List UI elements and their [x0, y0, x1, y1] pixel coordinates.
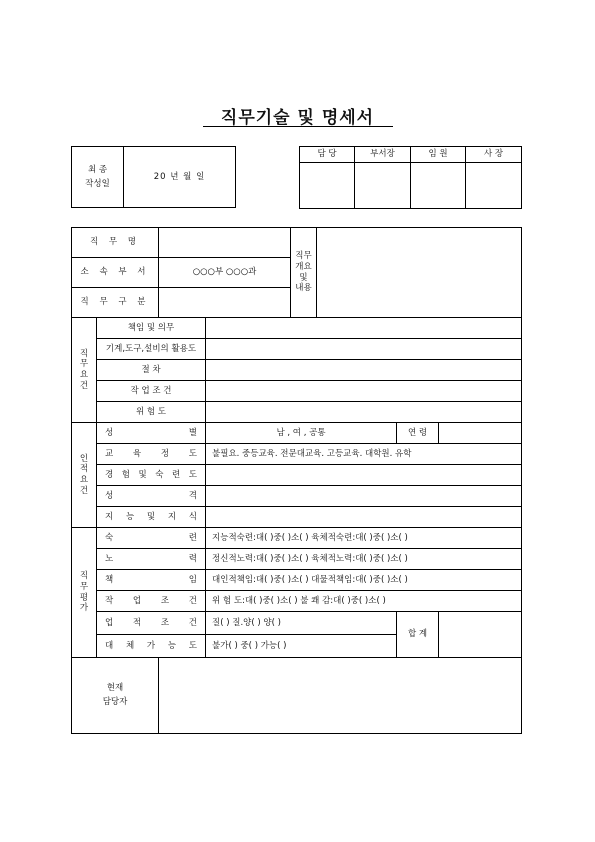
total-field[interactable] [439, 612, 522, 658]
risk-field[interactable] [206, 402, 522, 423]
work-conditions-label: 작 업 조 건 [97, 381, 206, 402]
replaceability-label: 대 체 가 능 도 [97, 635, 206, 658]
equipment-usage-field[interactable] [206, 339, 522, 360]
date-box [71, 146, 236, 208]
overview-field[interactable] [317, 228, 522, 318]
approval-header-president: 사 장 [466, 147, 522, 163]
procedure-field[interactable] [206, 360, 522, 381]
approval-header-staff: 담 당 [300, 147, 355, 163]
approval-sign-dept-head[interactable] [355, 163, 411, 209]
education-label: 교 육 정 도 [97, 444, 206, 465]
effort-field[interactable]: 정신적노력:대( )중( )소( ) 육체적노력:대( )중( )소( ) [206, 549, 522, 570]
knowledge-label: 지 능 및 지 식 [97, 507, 206, 528]
responsibility-eval-field[interactable]: 대인적책임:대( )중( )소( ) 대물적책임:대( )중( )소( ) [206, 570, 522, 591]
work-conditions-field[interactable] [206, 381, 522, 402]
job-type-field[interactable] [159, 288, 291, 318]
approval-header-dept-head: 부서장 [355, 147, 411, 163]
approval-sign-executive[interactable] [411, 163, 466, 209]
current-holder-field[interactable] [159, 658, 522, 734]
age-label: 연 령 [397, 423, 439, 444]
requirements-group-label: 직 무 요 건 [72, 318, 97, 423]
age-field[interactable] [439, 423, 522, 444]
performance-field[interactable]: 질( ) 질.양( ) 양( ) [206, 612, 397, 635]
responsibility-label: 책임 및 의무 [97, 318, 206, 339]
title-underline [203, 126, 393, 127]
education-field[interactable]: 불필요. 중등교육. 전문대교육. 고등교육. 대학원. 유학 [206, 444, 522, 465]
responsibility-eval-label: 책 임 [97, 570, 206, 591]
department-field[interactable]: ○○○부 ○○○과 [159, 258, 291, 288]
total-label: 합 계 [397, 612, 439, 658]
approval-header-executive: 임 원 [411, 147, 466, 163]
work-conditions-eval-field[interactable]: 위 험 도:대( )중( )소( ) 불 쾌 감:대( )중( )소( ) [206, 591, 522, 612]
approval-sign-staff[interactable] [300, 163, 355, 209]
risk-label: 위 험 도 [97, 402, 206, 423]
responsibility-field[interactable] [206, 318, 522, 339]
personal-group-label: 인 적 요 건 [72, 423, 97, 528]
gender-label: 성 별 [97, 423, 206, 444]
job-name-label: 직 무 명 [72, 228, 159, 258]
character-label: 성 격 [97, 486, 206, 507]
equipment-usage-label: 기계,도구,설비의 활용도 [97, 339, 206, 360]
replaceability-field[interactable]: 불가( ) 중( ) 가능( ) [206, 635, 397, 658]
approval-sign-president[interactable] [466, 163, 522, 209]
job-description-table [71, 227, 522, 734]
document-title: 직무기술 및 명세서 [220, 108, 375, 128]
performance-label: 업 적 조 건 [97, 612, 206, 635]
approval-table [299, 146, 522, 209]
current-holder-label: 현재 담당자 [72, 658, 159, 734]
written-date-field[interactable]: 20 년 월 일 [124, 147, 236, 208]
department-label: 소 속 부 서 [72, 258, 159, 288]
evaluation-group-label: 직 무 평 가 [72, 528, 97, 658]
job-name-field[interactable] [159, 228, 291, 258]
effort-label: 노 력 [97, 549, 206, 570]
skill-field[interactable]: 지능적숙련:대( )중( )소( ) 육체적숙련:대( )중( )소( ) [206, 528, 522, 549]
experience-field[interactable] [206, 465, 522, 486]
gender-field[interactable]: 남 , 여 , 공통 [206, 423, 397, 444]
knowledge-field[interactable] [206, 507, 522, 528]
work-conditions-eval-label: 작 업 조 건 [97, 591, 206, 612]
last-written-label: 최 종 작성일 [72, 147, 124, 208]
job-type-label: 직 무 구 분 [72, 288, 159, 318]
character-field[interactable] [206, 486, 522, 507]
procedure-label: 절 차 [97, 360, 206, 381]
overview-label: 직무 개요 및 내용 [291, 228, 317, 318]
experience-label: 경 험 및 숙 련 도 [97, 465, 206, 486]
skill-label: 숙 련 [97, 528, 206, 549]
